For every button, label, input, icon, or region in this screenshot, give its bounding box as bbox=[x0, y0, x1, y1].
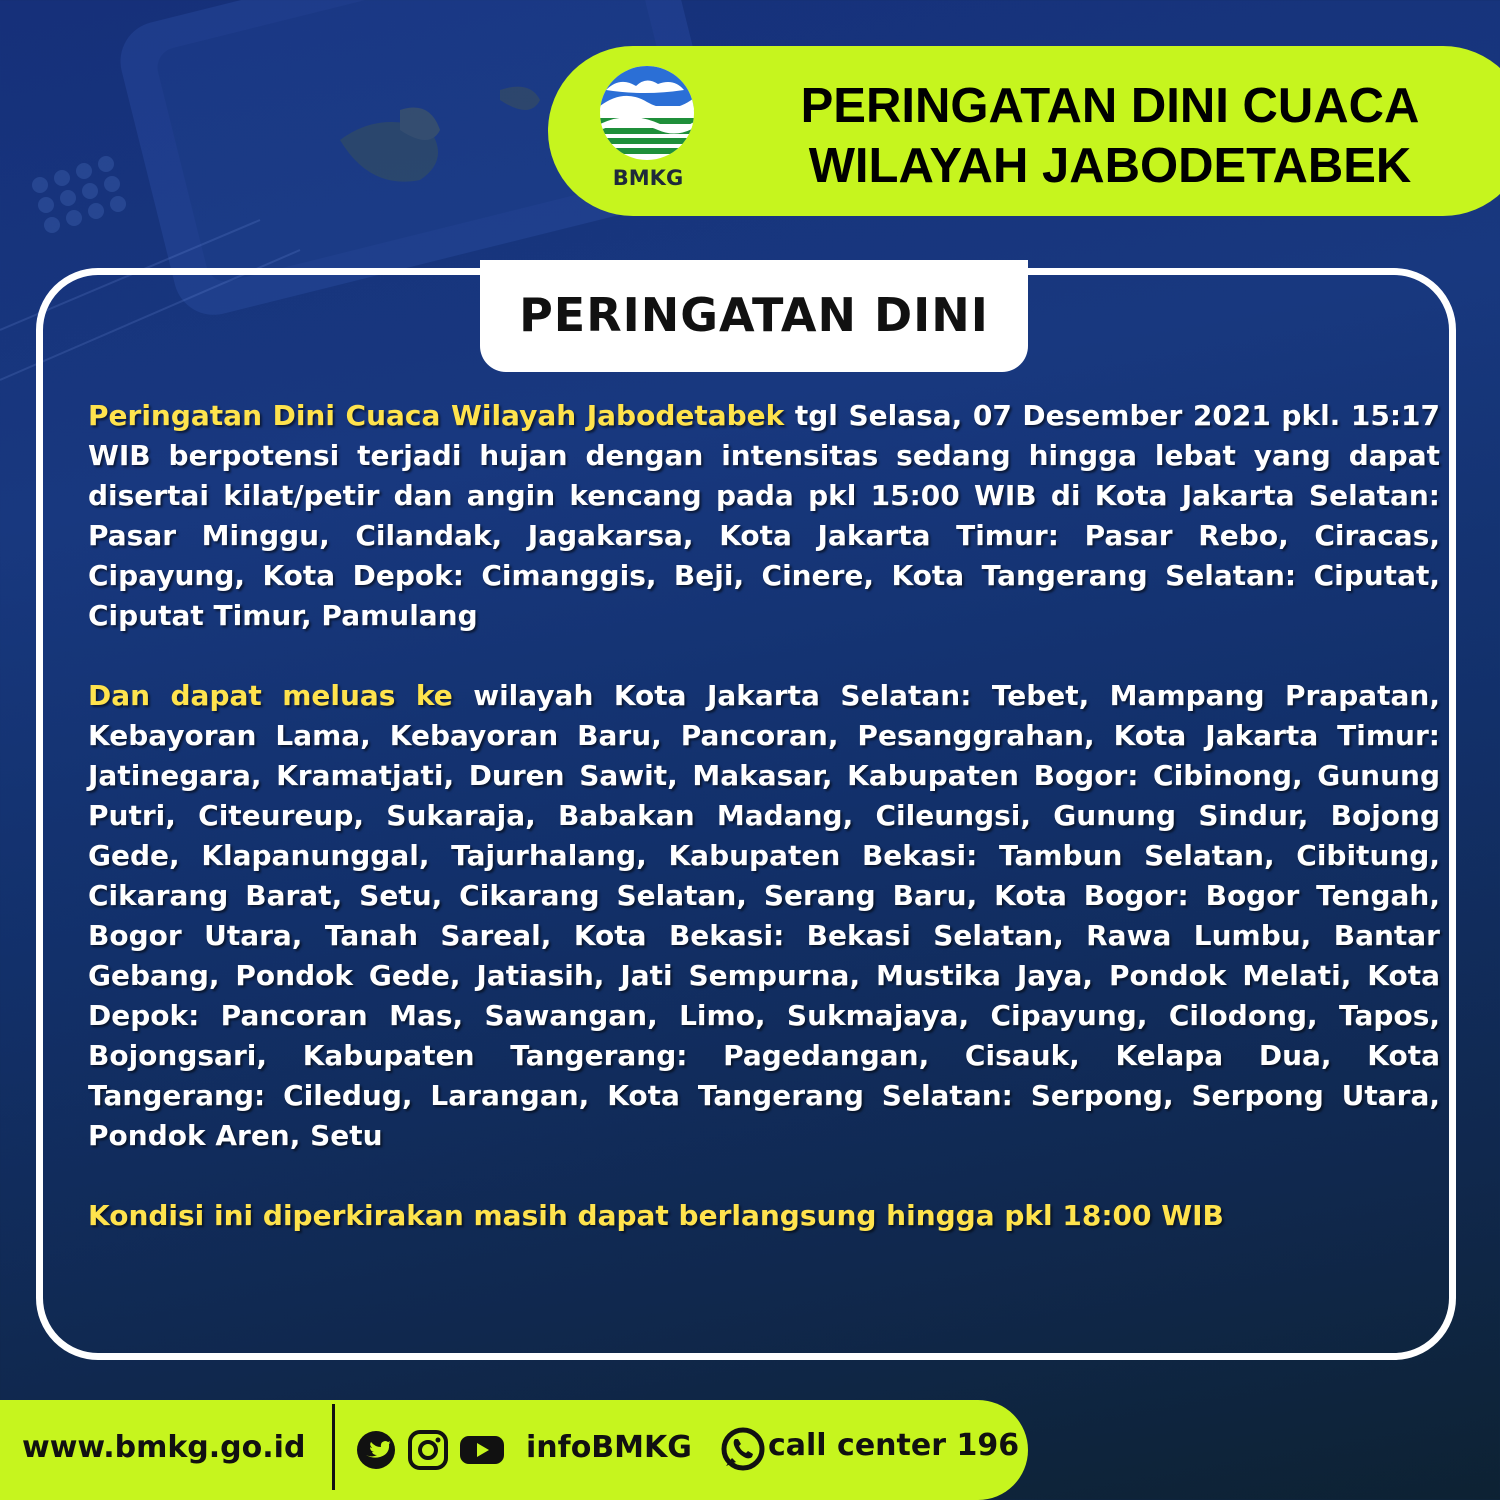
warning-paragraph-3: Kondisi ini diperkirakan masih dapat berlangsung hingga pkl 18:00 WIB bbox=[88, 1199, 1224, 1232]
paragraph-2-text: wilayah Kota Jakarta Selatan: Tebet, Mampang Prapatan, Kebayoran Lama, Kebayoran Baru, Pancoran, Pesanggrahan, Kota Jakarta Timur: Jatinegara, Kramatjati, Duren Sawit, Makasar, Kabupaten Bogor: Cibinong, Gunung Putri, Citeureup, Sukaraja, Babakan Madang, Cileungsi, Gunung Sindur, Bojong Gede, Klapanunggal, Tajurhalang, Kabupaten Bekasi: Tambun Selatan, Cibitung, Cikarang Barat, Setu, Cikarang Selatan, Serang Baru, Kota Bogor: Bogor Tengah, Bogor Utara, Tanah Sareal, Kota Bekasi: Bekasi Selatan, Rawa Lumbu, Bantar Gebang, Pondok Gede, Jatiasih, Jati Sempurna, Mustika Jaya, Pondok Melati, Kota Depok: Pancoran Mas, Sawangan, Limo, Sukmajaya, Cipayung, Cilodong, Tapos, Bojongsari, Kabupaten Tangerang: Pagedangan, Cisauk, Kelapa Dua, Kota Tangerang: Ciledug, Larangan, Kota Tangerang Selatan: Serpong, Serpong Utara, Pondok Aren, Setu bbox=[88, 679, 1440, 1152]
footer-divider bbox=[332, 1404, 335, 1490]
page-title bbox=[720, 76, 1500, 196]
twitter-icon[interactable] bbox=[354, 1430, 398, 1470]
paragraph-1-highlight: Peringatan Dini Cuaca Wilayah Jabodetabek bbox=[88, 399, 785, 432]
call-center-text[interactable]: call center 196 bbox=[768, 1428, 1020, 1463]
youtube-icon[interactable] bbox=[460, 1430, 504, 1470]
warning-paragraph-1 bbox=[88, 396, 1440, 636]
logo-graphic bbox=[600, 66, 694, 160]
social-handle[interactable]: infoBMKG bbox=[526, 1430, 692, 1465]
website-link[interactable]: www.bmkg.go.id bbox=[22, 1430, 306, 1465]
logo-label: BMKG bbox=[612, 166, 684, 190]
card-title: PERINGATAN DINI bbox=[519, 288, 989, 342]
title-line-1: PERINGATAN DINI CUACA bbox=[800, 79, 1420, 133]
paragraph-2-highlight: Dan dapat meluas ke bbox=[88, 679, 453, 712]
phone-icon bbox=[720, 1426, 766, 1472]
bmkg-logo bbox=[598, 66, 698, 194]
warning-paragraph-2 bbox=[88, 676, 1440, 1156]
title-line-2: WILAYAH JABODETABEK bbox=[808, 139, 1412, 193]
warning-content bbox=[88, 396, 1440, 1276]
bmkg-logo-emblem bbox=[600, 66, 694, 160]
paragraph-1-text: tgl Selasa, 07 Desember 2021 pkl. 15:17 WIB berpotensi terjadi hujan dengan intensitas sedang hingga lebat yang dapat disertai kilat/petir dan angin kencang pada pkl 15:00 WIB di Kota Jakarta Selatan: Pasar Minggu, Cilandak, Jagakarsa, Kota Jakarta Timur: Pasar Rebo, Ciracas, Cipayung, Kota Depok: Cimanggis, Beji, Cinere, Kota Tangerang Selatan: Ciputat, Ciputat Timur, Pamulang bbox=[88, 399, 1440, 632]
instagram-icon[interactable] bbox=[406, 1430, 450, 1470]
